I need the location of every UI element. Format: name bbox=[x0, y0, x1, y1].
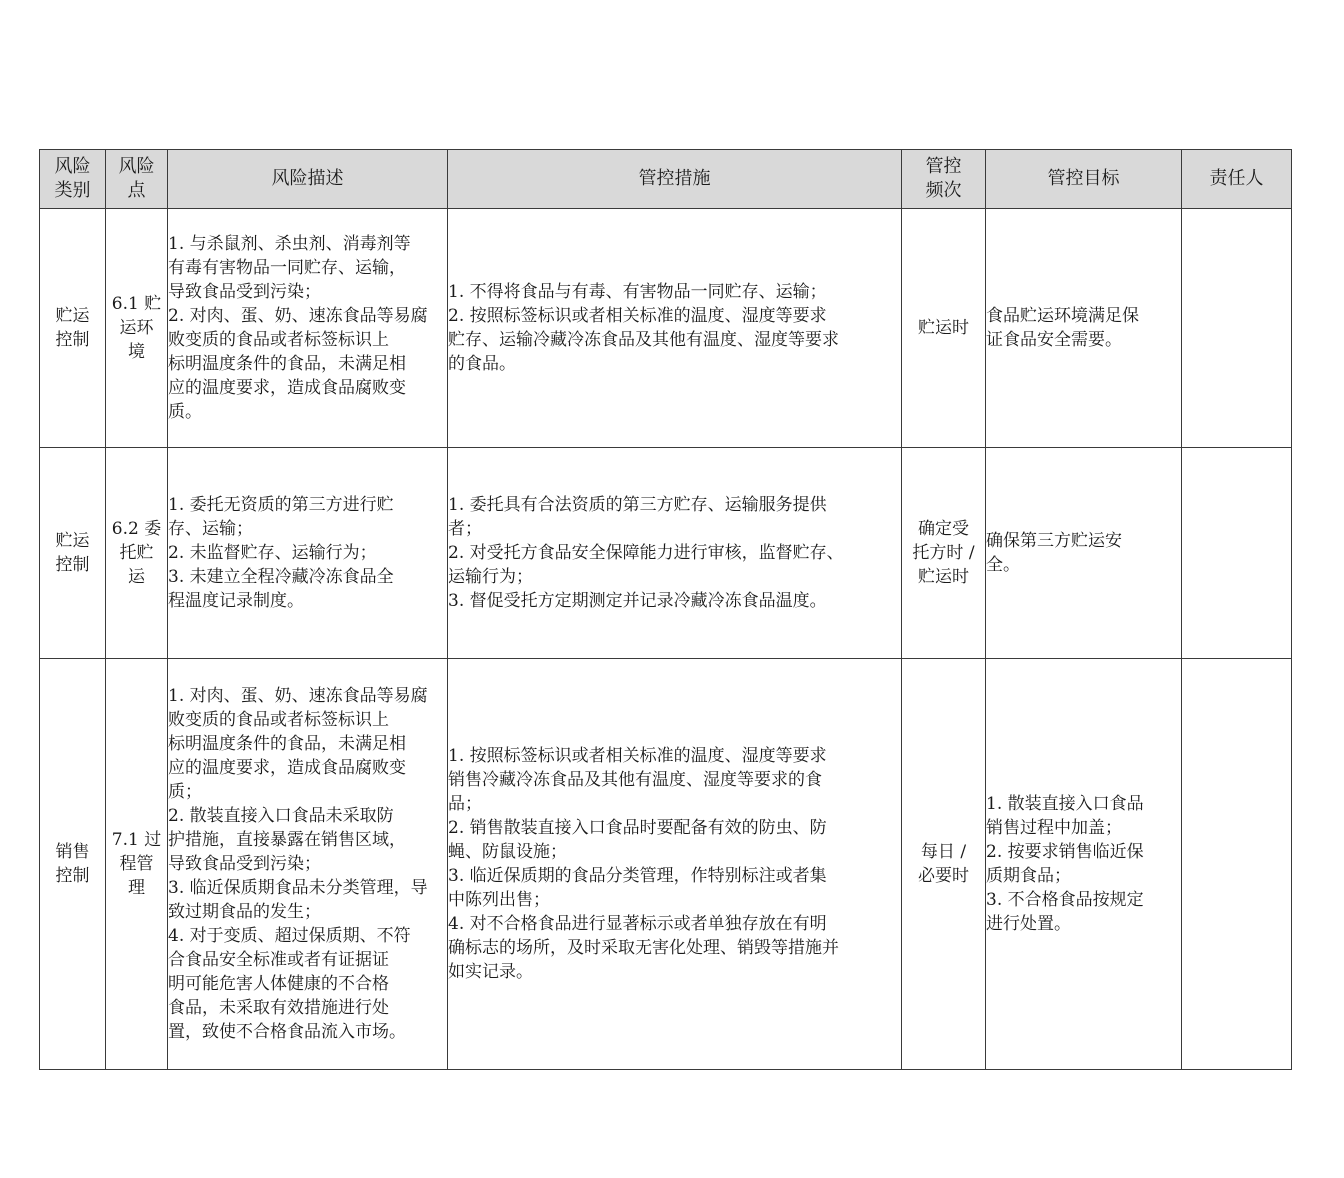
header-risk-point: 风险 点 bbox=[106, 150, 168, 209]
cell-control-measures: 1. 按照标签标识或者相关标准的温度、湿度等要求 销售冷藏冷冻食品及其他有温度、湿度等要求的食 品； 2. 销售散装直接入口食品时要配备有效的防虫、防 蝇、防鼠设施； 3. 临近保质期的食品分类管理，作特别标注或者集 中陈列出售； 4. 对不合格食品进行显著标示或者单独存放在有明 确标志的场所，及时采取无害化处理、销毁等措施并 如实记录。 bbox=[448, 659, 902, 1070]
risk-control-table bbox=[39, 149, 1292, 1070]
cell-responsible-person bbox=[1182, 448, 1292, 659]
header-risk-category: 风险 类别 bbox=[40, 150, 106, 209]
cell-risk-description: 1. 对肉、蛋、奶、速冻食品等易腐 败变质的食品或者标签标识上 标明温度条件的食品，未满足相 应的温度要求，造成食品腐败变 质； 2. 散装直接入口食品未采取防 护措施，直接暴露在销售区域， 导致食品受到污染； 3. 临近保质期食品未分类管理，导 致过期食品的发生； 4. 对于变质、超过保质期、不符 合食品安全标准或者有证据证 明可能危害人体健康的不合格 食品，未采取有效措施进行处 置，致使不合格食品流入市场。 bbox=[168, 659, 448, 1070]
cell-risk-point: 7.1 过 程管 理 bbox=[106, 659, 168, 1070]
cell-control-frequency: 每日 / 必要时 bbox=[902, 659, 986, 1070]
cell-control-frequency: 贮运时 bbox=[902, 209, 986, 448]
header-control-target: 管控目标 bbox=[986, 150, 1182, 209]
cell-risk-description: 1. 委托无资质的第三方进行贮 存、运输； 2. 未监督贮存、运输行为； 3. 未建立全程冷藏冷冻食品全 程温度记录制度。 bbox=[168, 448, 448, 659]
cell-risk-category: 销售 控制 bbox=[40, 659, 106, 1070]
cell-control-frequency: 确定受 托方时 / 贮运时 bbox=[902, 448, 986, 659]
cell-risk-category: 贮运 控制 bbox=[40, 448, 106, 659]
table-header-row bbox=[40, 150, 1292, 209]
header-risk-description: 风险描述 bbox=[168, 150, 448, 209]
header-control-measures: 管控措施 bbox=[448, 150, 902, 209]
cell-responsible-person bbox=[1182, 209, 1292, 448]
cell-control-measures: 1. 不得将食品与有毒、有害物品一同贮存、运输； 2. 按照标签标识或者相关标准的温度、湿度等要求 贮存、运输冷藏冷冻食品及其他有温度、湿度等要求 的食品。 bbox=[448, 209, 902, 448]
header-responsible-person: 责任人 bbox=[1182, 150, 1292, 209]
cell-responsible-person bbox=[1182, 659, 1292, 1070]
cell-control-target: 1. 散装直接入口食品 销售过程中加盖； 2. 按要求销售临近保 质期食品； 3. 不合格食品按规定 进行处置。 bbox=[986, 659, 1182, 1070]
cell-risk-category: 贮运 控制 bbox=[40, 209, 106, 448]
table-row bbox=[40, 448, 1292, 659]
cell-risk-point: 6.2 委 托贮 运 bbox=[106, 448, 168, 659]
header-control-frequency: 管控 频次 bbox=[902, 150, 986, 209]
cell-control-target: 确保第三方贮运安 全。 bbox=[986, 448, 1182, 659]
cell-control-target: 食品贮运环境满足保 证食品安全需要。 bbox=[986, 209, 1182, 448]
table-row bbox=[40, 659, 1292, 1070]
cell-risk-point: 6.1 贮 运环 境 bbox=[106, 209, 168, 448]
table-row bbox=[40, 209, 1292, 448]
cell-risk-description: 1. 与杀鼠剂、杀虫剂、消毒剂等 有毒有害物品一同贮存、运输， 导致食品受到污染； 2. 对肉、蛋、奶、速冻食品等易腐 败变质的食品或者标签标识上 标明温度条件的食品，未满足相 应的温度要求，造成食品腐败变 质。 bbox=[168, 209, 448, 448]
cell-control-measures: 1. 委托具有合法资质的第三方贮存、运输服务提供 者； 2. 对受托方食品安全保障能力进行审核，监督贮存、 运输行为； 3. 督促受托方定期测定并记录冷藏冷冻食品温度。 bbox=[448, 448, 902, 659]
